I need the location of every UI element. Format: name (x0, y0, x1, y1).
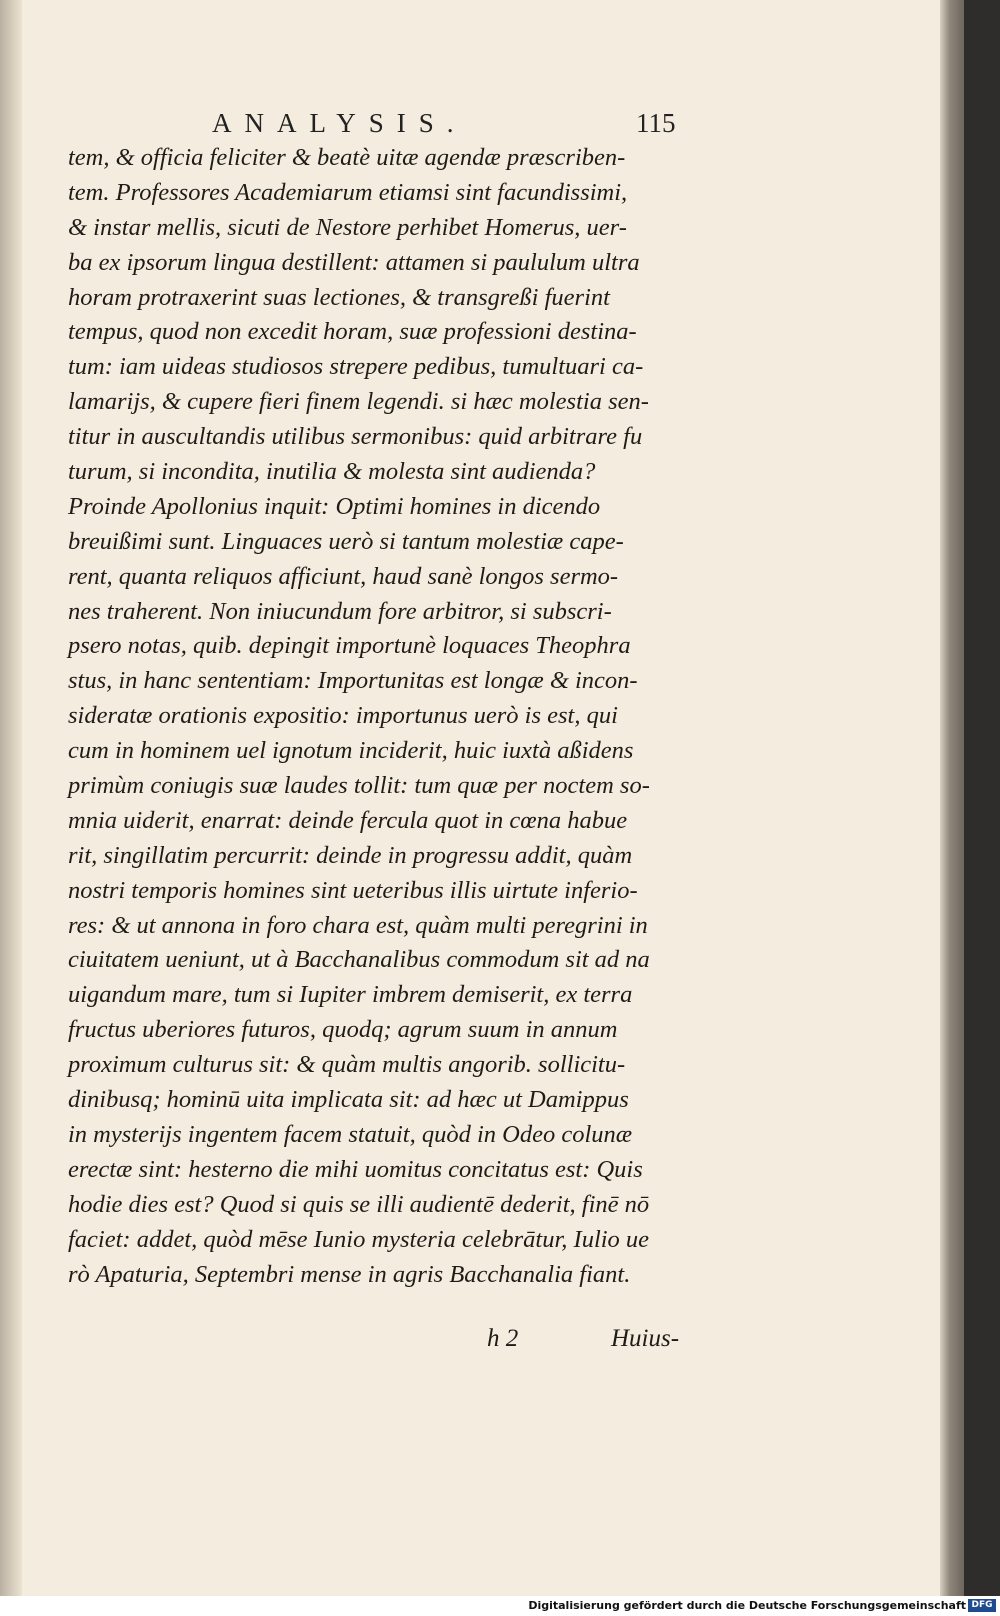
body-text (68, 141, 718, 1292)
text-line: hodie dies est? Quod si quis se illi audientē dederit, finē nō (68, 1190, 650, 1218)
footer-bar (0, 1596, 1000, 1616)
text-line: mnia uiderit, enarrat: deinde fercula quot in cœna habue (68, 806, 628, 834)
text-line: breuißimi sunt. Linguaces uerò si tantum molestiæ cape- (68, 527, 624, 555)
text-line: proximum culturus sit: & quàm multis angorib. sollicitu- (68, 1051, 626, 1079)
running-title: ANALYSIS. (212, 108, 467, 138)
text-line: nostri temporis homines sint ueteribus illis uirtute inferio- (68, 876, 638, 904)
text-line: rò Apaturia, Septembri mense in agris Bacchanalia fiant. (68, 1260, 631, 1288)
page-number: 115 (636, 108, 676, 138)
text-line: in mysterijs ingentem facem statuit, quòd in Odeo colunæ (68, 1120, 633, 1148)
text-line: stus, in hanc sententiam: Importunitas est longæ & incon- (68, 667, 638, 695)
text-line: tempus, quod non excedit horam, suæ professioni destina- (68, 318, 637, 346)
text-line: psero notas, quib. depingit importunè loquaces Theophra (68, 632, 631, 660)
signature-mark: h 2 (487, 1325, 519, 1352)
text-line: nes traherent. Non iniucundum fore arbitror, si subscri- (68, 597, 612, 625)
text-line: horam protraxerint suas lectiones, & transgreßi fuerint (68, 283, 610, 311)
text-line: lamarijs, & cupere fieri finem legendi. si hæc molestia sen- (68, 388, 649, 416)
text-line: res: & ut annona in foro chara est, quàm multi peregrini in (68, 911, 648, 939)
dfg-logo: DFG (968, 1599, 996, 1612)
text-line: faciet: addet, quòd mēse Iunio mysteria celebrātur, Iulio ue (68, 1225, 650, 1253)
text-line: erectæ sint: hesterno die mihi uomitus concitatus est: Quis (68, 1155, 643, 1183)
text-line: cum in hominem uel ignotum inciderit, huic iuxtà aßidens (68, 737, 634, 765)
text-line: turum, si incondita, inutilia & molesta sint audienda? (68, 458, 596, 486)
text-line: ciuitatem ueniunt, ut à Bacchanalibus commodum sit ad na (68, 946, 650, 974)
text-line: tum: iam uideas studiosos strepere pedibus, tumultuari ca- (68, 353, 644, 381)
text-line: tem. Professores Academiarum etiamsi sint facundissimi, (68, 178, 628, 206)
text-line: rent, quanta reliquos afficiunt, haud sanè longos sermo- (68, 562, 619, 590)
text-line: dinibusq; hominū uita implicata sit: ad hæc ut Damippus (68, 1086, 629, 1114)
binding-shadow (0, 0, 22, 1596)
scan-background (964, 0, 1000, 1596)
page-edge-shadow (940, 0, 964, 1596)
text-line: Proinde Apollonius inquit: Optimi homines in dicendo (68, 492, 601, 520)
text-line: tem, & officia feliciter & beatè uitæ agendæ præscriben- (68, 144, 626, 171)
text-line: fructus uberiores futuros, quodq; agrum suum in annum (68, 1016, 618, 1044)
text-line: ba ex ipsorum lingua destillent: attamen si paululum ultra (68, 248, 640, 276)
text-line: & instar mellis, sicuti de Nestore perhibet Homerus, uer- (68, 213, 627, 241)
text-line: rit, singillatim percurrit: deinde in progressu addit, quàm (68, 841, 633, 869)
text-line: titur in auscultandis utilibus sermonibus: quid arbitrare fu (68, 423, 643, 451)
text-line: sideratæ orationis expositio: importunus uerò is est, qui (68, 702, 618, 730)
catchword: Huius- (611, 1325, 680, 1352)
text-line: primùm coniugis suæ laudes tollit: tum quæ per noctem so- (68, 772, 650, 800)
funding-note: Digitalisierung gefördert durch die Deutsche Forschungsgemeinschaft (528, 1599, 966, 1612)
text-line: uigandum mare, tum si Iupiter imbrem demiserit, ex terra (68, 981, 633, 1009)
